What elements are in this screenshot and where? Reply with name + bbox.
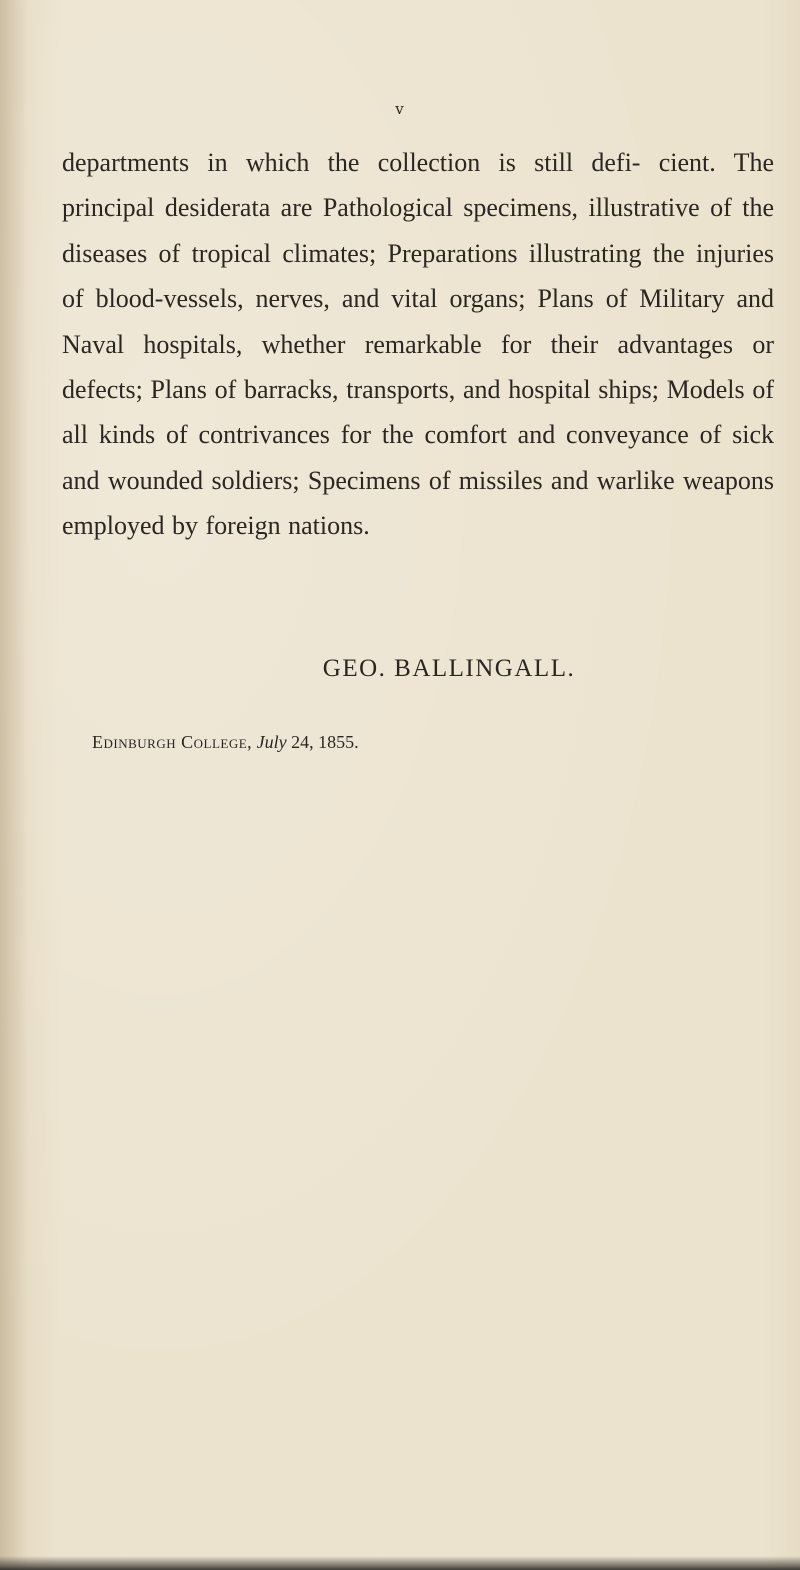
dateline-month: July	[256, 732, 287, 752]
page-gutter-shadow	[0, 0, 28, 1570]
dateline-place: Edinburgh College,	[92, 732, 253, 752]
dateline-day-year: 24, 1855.	[291, 732, 359, 752]
page-number: v	[395, 100, 405, 118]
page-bottom-edge	[0, 1556, 800, 1570]
body-paragraph: departments in which the collection is still defi- cient. The principal desiderata are Pathological specimens, illustrative of the diseases of tropical climates; Preparations illustrating the injuries of blood-vessels, nerves, and vital organs; Plans of Military and Naval hospitals, whether remarkable for their advantages or defects; Plans of barracks, transports, and hospital ships; Models of all kinds of contrivances for the comfort and conveyance of sick and wounded soldiers; Specimens of missiles and warlike weapons employed by foreign nations.	[62, 148, 774, 541]
dateline	[92, 732, 359, 753]
signature: GEO. BALLINGALL.	[322, 655, 576, 682]
